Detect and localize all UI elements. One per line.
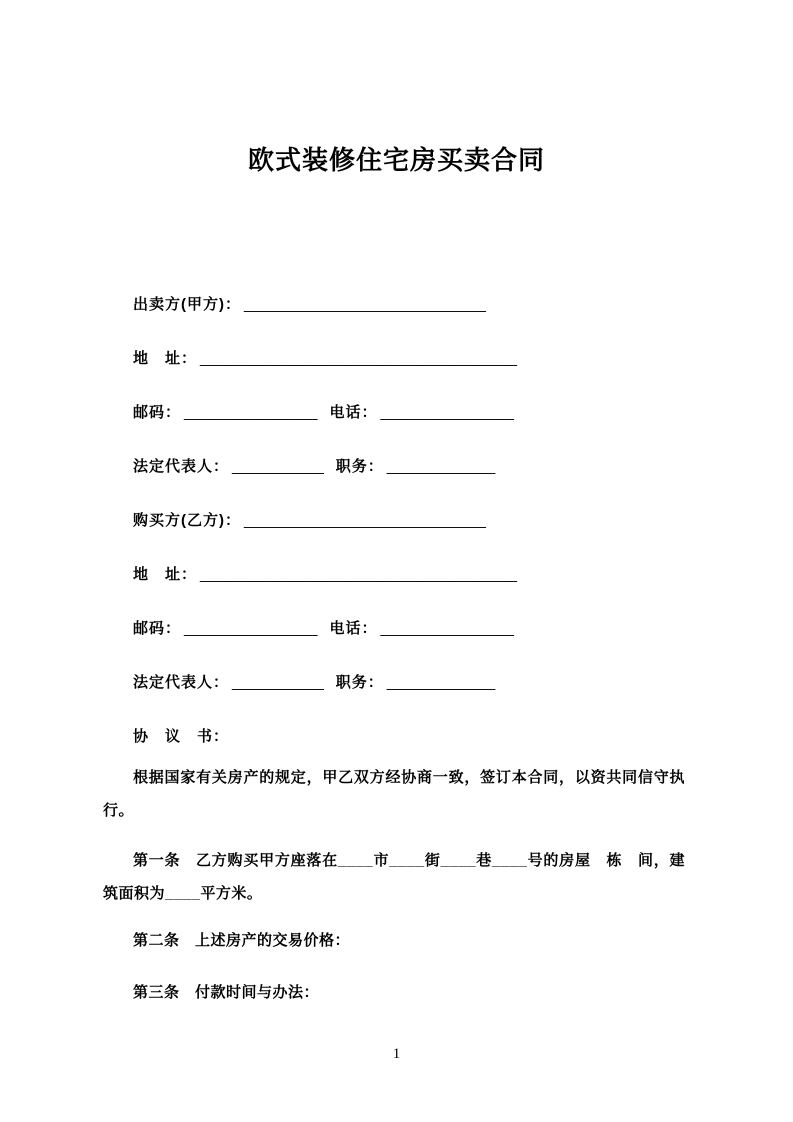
field-label: 邮码： [133, 620, 182, 637]
field-label: 地 址： [133, 566, 198, 583]
field-row-buyer [133, 509, 693, 563]
field-blank-line: ________________ [380, 404, 514, 421]
field-label: 法定代表人： [133, 674, 230, 691]
field-blank-line: _____________________________ [244, 512, 486, 529]
field-blank-line: ________________ [184, 620, 318, 637]
field-row-seller-address [133, 347, 693, 401]
field-blank-line: ______________________________________ [200, 350, 518, 367]
field-label: 地 址： [133, 350, 198, 367]
field-row-buyer-postcode-phone [133, 617, 693, 671]
field-label: 购买方(乙方)： [133, 512, 241, 529]
paragraph-article-1: 第一条 乙方购买甲方座落在____市____街____巷____号的房屋 栋 间，建筑面积为____平方米。 [103, 852, 685, 902]
field-row-seller [133, 293, 693, 347]
page-number: 1 [392, 1046, 401, 1062]
field-blank-line: _____________ [386, 458, 496, 475]
field-row-seller-representative [133, 455, 693, 509]
field-blank-line: ______________________________________ [200, 566, 518, 583]
field-blank-line: ________________ [380, 620, 514, 637]
field-label: 电话： [329, 620, 378, 637]
agreement-heading-label: 协 议 书： [133, 728, 230, 745]
field-label: 邮码： [133, 404, 182, 421]
field-label: 职务： [335, 674, 384, 691]
field-blank-line: ___________ [232, 458, 324, 475]
field-row-seller-postcode-phone [133, 401, 693, 455]
field-blank-line: ___________ [232, 674, 324, 691]
field-row-buyer-address [133, 563, 693, 617]
party-info-fields [133, 293, 693, 779]
field-row-buyer-representative [133, 671, 693, 725]
field-blank-line: ________________ [184, 404, 318, 421]
paragraph-intro: 根据国家有关房产的规定，甲乙双方经协商一致，签订本合同，以资共同信守执行。 [103, 769, 685, 819]
paragraph-article-2: 第二条 上述房产的交易价格： [133, 932, 351, 949]
field-label: 电话： [329, 404, 378, 421]
field-label: 职务： [335, 458, 384, 475]
field-label: 出卖方(甲方)： [133, 296, 241, 313]
field-blank-line: _____________ [386, 674, 496, 691]
field-label: 法定代表人： [133, 458, 230, 475]
field-blank-line: _____________________________ [244, 296, 486, 313]
document-title: 欧式装修住宅房买卖合同 [247, 145, 545, 175]
paragraph-article-3: 第三条 付款时间与办法： [133, 984, 320, 1001]
